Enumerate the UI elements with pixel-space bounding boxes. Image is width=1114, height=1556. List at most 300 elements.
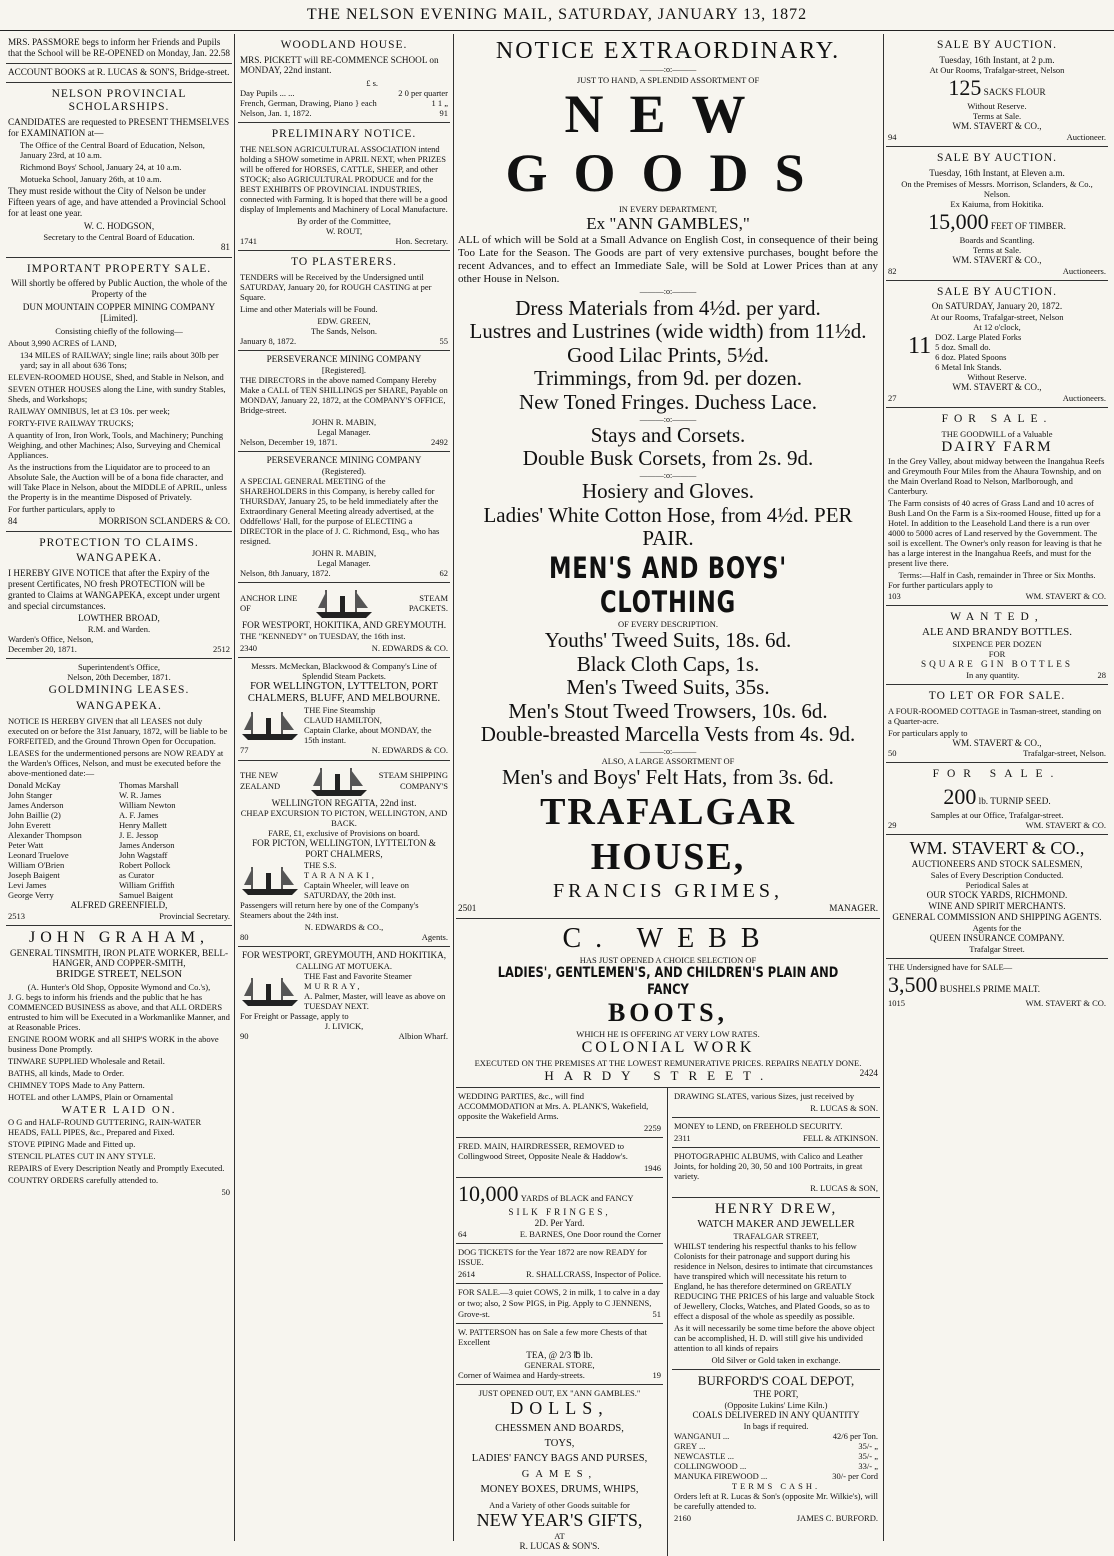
date: December 20, 1871.	[8, 644, 77, 655]
signature: JOHN R. MABIN,	[311, 416, 377, 427]
signature: W. ROUT,	[325, 226, 363, 237]
date: Nelson, December 19, 1871.	[240, 436, 338, 447]
scholarship-intro: CANDIDATES are requested to PRESENT THEMSELVES for EXAMINATION at—	[8, 116, 230, 138]
barnes-line	[458, 1181, 661, 1207]
goods-line: New Toned Fringes. Duchess Lace.	[519, 389, 817, 414]
passmore-ad	[6, 34, 232, 64]
regatta: WELLINGTON REGATTA, 22nd inst.	[271, 797, 417, 808]
graham-item: TINWARE SUPPLIED Wholesale and Retail.	[8, 1055, 165, 1066]
prelim-ad	[238, 123, 450, 251]
signature: N. EDWARDS & CO.,	[304, 922, 384, 933]
ad-number: 1015	[888, 997, 905, 1008]
every-department: IN EVERY DEPARTMENT,	[618, 203, 718, 214]
lot-item: 5 doz. Small do.	[935, 342, 991, 353]
dolls-item: GAMES,	[521, 1468, 598, 1480]
manager: MANAGER.	[829, 903, 878, 914]
signature-role: Auctioneers.	[1062, 265, 1106, 276]
without-reserve: Without Reserve.	[967, 101, 1027, 112]
nz-text2: Passengers will return here by one of the Company's Steamers about the 24th inst.	[240, 900, 419, 921]
goods-line: Good Lilac Prints, 5½d.	[567, 342, 769, 367]
lot-items	[935, 332, 1021, 372]
patterson-store: GENERAL STORE,	[524, 1360, 595, 1371]
signature: J. LIVICK,	[324, 1021, 364, 1032]
lot-big: 125	[948, 75, 982, 101]
persev-reg: [Registered].	[321, 364, 367, 375]
coal-price-row	[674, 1431, 878, 1441]
auction-date: Tuesday, 16th Instant, at Eleven a.m.	[929, 167, 1065, 178]
graham-item: O G and HALF-ROUND GUTTERING, RAIN-WATER HEADS, FALL PIPES, &c., Prepared and Fixed.	[8, 1116, 202, 1137]
let-title: TO LET OR FOR SALE.	[928, 689, 1066, 702]
lease-name: Alexander Thompson	[8, 829, 82, 840]
wedding-ad	[456, 1088, 663, 1138]
cows-text: FOR SALE.—3 quiet COWS, 2 in milk, 1 to calve in a day or two; also, 2 Sow PIGS, in Pig. Apply to C JENNENS, Grove-st.	[458, 1286, 660, 1319]
ad-number: 2311	[674, 1133, 691, 1144]
drew-street: TRAFALGAR STREET,	[733, 1231, 819, 1242]
ad-number: 64	[458, 1228, 467, 1239]
steamship-icon	[240, 708, 300, 742]
scholarship-title: NELSON PROVINCIAL SCHOLARSHIPS.	[51, 87, 187, 114]
fee-value: 2 0 per quarter	[398, 88, 448, 99]
date: Nelson, 8th January, 1872.	[240, 567, 331, 578]
sign-row	[674, 1133, 878, 1143]
drew-text2: As it will necessarily be some time before the above object can be accomplished, H. D. will still give his undivided attention to all kinds of repairs	[674, 1323, 875, 1354]
hairdresser-text: FRED. MAIN, HAIRDRESSER, REMOVED to Collingwood Street, Opposite Neale & Haddow's.	[458, 1141, 628, 1162]
webb-opened: HAS JUST OPENED A CHOICE SELECTION OF	[579, 955, 757, 966]
separator: ———:o:———	[639, 414, 697, 424]
trafalgar-house: TRAFALGAR HOUSE,	[540, 790, 796, 878]
signature-role: Auctioneers.	[1062, 393, 1106, 404]
nz-dest: FOR PICTON, WELLINGTON, LYTTELTON & PORT CHALMERS,	[252, 838, 436, 860]
sign-row	[240, 437, 448, 447]
property-company: DUN MOUNTAIN COPPER MINING COMPANY [Limited].	[22, 302, 216, 323]
lease-name: Thomas Marshall	[119, 779, 179, 790]
lease-name: Donald McKay	[8, 779, 61, 790]
property-item: FORTY-FIVE RAILWAY TRUCKS;	[8, 417, 134, 428]
sign-row	[8, 911, 230, 921]
ship-intro: THE Fast and Favorite Steamer	[304, 971, 412, 982]
coal-type: COLLINGWOOD ...	[674, 1460, 747, 1471]
wanted-sq: SQUARE GIN BOTTLES	[921, 659, 1073, 670]
stavert-agents: Agents for the	[972, 922, 1022, 933]
coal-price: 35/- „	[858, 1440, 878, 1451]
sign-row	[888, 998, 1106, 1008]
turnip-samples: Samples at our Office, Trafalgar-street.	[930, 809, 1064, 820]
dog-text: DOG TICKETS for the Year 1872 are now READY for ISSUE.	[458, 1246, 647, 1267]
property-intro: Will shortly be offered by Public Auction, the whole of the Property of the	[10, 278, 228, 300]
property-item: 134 MILES of RAILWAY; single line; rails about 30lb per yard; say in all about 636 Tons;	[20, 349, 219, 370]
ship-intro: THE Fine Steamship	[304, 705, 376, 716]
drew-ad	[672, 1198, 880, 1370]
ad-number: 50	[888, 748, 897, 759]
leases-text2: LEASES for the undermentioned persons are NOW READY at the Warden's Offices, Nelson, and must be executed before the above-mentioned date:—	[8, 747, 224, 778]
money-ad	[672, 1118, 880, 1148]
ad-number: 2259	[644, 1123, 661, 1134]
signature-role: Auctioneer.	[1066, 132, 1106, 143]
goods-line: Men's and Boys' Felt Hats, from 3s. 6d.	[502, 765, 834, 790]
auction-date: Tuesday, 16th Instant, at 2 p.m.	[939, 54, 1055, 65]
property-note: As the instructions from the Liquidator are to proceed to an Absolute Sale, the Auction will be of a bona fide character, and will Take Place in Nelson, about the MIDDLE of APRIL, unless the Property is in the meantime Disposed of Privately.	[8, 461, 227, 503]
webb-which: WHICH HE IS OFFERING AT VERY LOW RATES.	[576, 1028, 760, 1039]
fee-row	[240, 98, 448, 108]
terms: Terms at Sale.	[972, 244, 1022, 255]
leases-title: GOLDMINING LEASES.	[48, 684, 190, 697]
signature-role: Provincial Secretary.	[159, 910, 230, 921]
westport-copy	[300, 971, 448, 1011]
coal-price: 30/- per Cord	[832, 1470, 878, 1481]
coal-price-row	[674, 1461, 878, 1471]
graham-item: HOTEL and other LAMPS, Plain or Ornamental	[8, 1091, 174, 1102]
every-description: OF EVERY DESCRIPTION.	[617, 619, 719, 630]
anchor-left: ANCHOR LINE OF	[240, 592, 298, 613]
lease-name: Levi James	[8, 879, 47, 890]
coal-price-row	[674, 1441, 878, 1451]
auction-ex: Ex Kaiuma, from Hokitika.	[950, 198, 1044, 209]
signature-role: Legal Manager.	[317, 426, 371, 437]
turnip-title: FOR SALE.	[932, 768, 1062, 781]
auction-time: At 12 o'clock,	[973, 322, 1021, 333]
lot-big: 11	[908, 333, 932, 360]
ad-number: 2340	[240, 642, 257, 653]
signature: R. LUCAS & SON.	[810, 1103, 878, 1114]
ad-number: 103	[888, 590, 901, 601]
address: Corner of Waimea and Hardy-streets.	[458, 1370, 585, 1381]
lot-text: FEET OF TIMBER.	[990, 220, 1066, 231]
ship-text: Captain Wheeler, will leave on SATURDAY, the 20th inst.	[304, 880, 410, 901]
signature-role: Hon. Secretary.	[395, 236, 448, 247]
persev-title: PERSEVERANCE MINING COMPANY	[266, 353, 422, 364]
column-3-subcolumns	[456, 1088, 880, 1556]
drew-text: WHILST tendering his respectful thanks to his fellow Colonists for their patronage and support during his residence in Nelson, desires to intimate that circumstances have transpired which will necessitate his return to England, he has therefore determined on GREATLY REDUCING THE PRICES of his large and valuable Stock of Jewellery, Clocks, Watches, and Plated Goods, so as to effect a disposal of the whole as speedily as possible.	[674, 1241, 875, 1322]
webb-boots: BOOTS,	[607, 998, 729, 1028]
column-rule	[453, 34, 454, 1541]
stavert-yards: OUR STOCK YARDS, RICHMOND.	[926, 890, 1068, 901]
sign-row	[888, 393, 1106, 403]
scholarship-note: They must reside without the City of Nelson be under Fifteen years of age, and have attended a Provincial School for at least one year.	[8, 186, 226, 219]
ship-name: TARANAKI,	[304, 870, 377, 881]
claims-place: WANGAPEKA.	[76, 552, 162, 565]
lease-name: John Everett	[8, 819, 51, 830]
let-text: A FOUR-ROOMED COTTAGE in Tasman-street, standing on a Quarter-acre.	[888, 705, 1102, 726]
separator: ———:o:———	[639, 470, 697, 480]
ad-number: 55	[439, 335, 448, 346]
ad-number: 77	[240, 745, 249, 756]
ad-number: 1946	[644, 1163, 661, 1174]
ad-number: 2512	[213, 644, 230, 655]
signature: MORRISON SCLANDERS & CO.	[98, 516, 230, 527]
sign-row	[888, 591, 1106, 601]
slates-ad	[672, 1088, 880, 1118]
dolls-item: CHESSMEN AND BOARDS,	[495, 1422, 624, 1434]
westport-body	[240, 971, 448, 1011]
sign-row	[458, 1370, 661, 1380]
dairy-good: THE GOODWILL of a Valuable	[941, 428, 1053, 439]
lease-name: Leonard Truelove	[8, 849, 69, 860]
clothing-heading: MEN'S AND BOYS' CLOTHING	[548, 550, 788, 620]
ad-number: 2424	[859, 1067, 878, 1078]
leases-place: WANGAPEKA.	[76, 699, 162, 712]
coal-ad	[672, 1370, 880, 1526]
auction-lot	[888, 75, 1106, 101]
fee-row	[240, 88, 448, 98]
sign-row	[458, 1068, 878, 1083]
freight: For Freight or Passage, apply to	[240, 1011, 349, 1022]
auction-date: On SATURDAY, January 20, 1872.	[931, 301, 1063, 312]
auction-title: SALE BY AUCTION.	[936, 285, 1058, 298]
stavert-street: Trafalgar Street.	[969, 943, 1025, 954]
malt-lot	[888, 972, 1106, 998]
persev-text: A SPECIAL GENERAL MEETING of the SHAREHOLDERS in this Company, is hereby called for THURSDAY, January 25, to be held immediately after the Extraordinary General Meeting already advertised, at the Oddfellows' Hall, for the purpose of ELECTING a DIRECTOR in the place of J. C. Richmond, Esq., who has resigned.	[240, 475, 440, 546]
ad-number: 50	[221, 1186, 230, 1197]
nz-copy	[300, 860, 448, 900]
wanted-any: In any quantity.	[966, 669, 1020, 680]
lot-item: 6 doz. Plated Spoons	[935, 352, 1007, 363]
sign-row	[458, 1269, 661, 1279]
persev-reg: (Registered).	[321, 465, 367, 476]
lease-name: A. F. James	[119, 809, 159, 820]
woodland-title: WOODLAND HOUSE.	[280, 39, 408, 51]
to-let-ad	[886, 685, 1108, 763]
stavert-queen: QUEEN INSURANCE COMPANY.	[929, 932, 1065, 943]
nz-left: THE NEW ZEALAND	[240, 770, 281, 791]
graham-trades: GENERAL TINSMITH, IRON PLATE WORKER, BELL-HANGER, AND COPPER-SMITH,	[9, 947, 229, 969]
sign-row	[240, 643, 448, 653]
ad-number: 81	[220, 241, 230, 252]
signature: R. LUCAS & SON'S.	[519, 1540, 600, 1551]
dolls-item: LADIES' FANCY BAGS AND PURSES,	[471, 1453, 648, 1465]
lease-name: James Anderson	[119, 839, 175, 850]
coal-opp: (Opposite Lukins' Lime Kiln.)	[724, 1399, 828, 1410]
signature-role: Secretary to the Central Board of Education.	[43, 231, 195, 242]
new-goods: NEW GOODS	[505, 83, 831, 204]
sign-row	[8, 516, 230, 527]
westport-dest: FOR WESTPORT, GREYMOUTH, AND HOKITIKA,	[241, 950, 447, 961]
sign-row	[240, 236, 448, 246]
address: The Sands, Nelson.	[310, 325, 378, 336]
sign-row	[8, 644, 230, 654]
barnes-silk: SILK FRINGES,	[508, 1207, 611, 1218]
malt-ad	[886, 959, 1108, 1012]
nz-header	[240, 764, 448, 798]
subcolumn-right	[668, 1088, 880, 1556]
nz-shipping-ad	[238, 761, 450, 948]
office: Superintendent's Office,	[77, 662, 161, 673]
column-4	[886, 34, 1108, 1541]
stavert-sales: Sales of Every Description Conducted.	[930, 870, 1064, 881]
ship-name: MURRAY,	[304, 981, 363, 992]
turnip-ad	[886, 763, 1108, 835]
lease-name: W. R. James	[119, 789, 162, 800]
property-sale-ad	[6, 258, 232, 532]
goods-line: Men's Tweed Suits, 35s.	[566, 675, 770, 700]
malt-text: THE Undersigned have for SALE—	[888, 961, 1013, 972]
ad-number: 94	[888, 132, 897, 143]
signature: FELL & ATKINSON.	[802, 1133, 878, 1144]
lot-item: DOZ. Large Plated Forks	[935, 332, 1022, 343]
dolls-item: TOYS,	[544, 1438, 575, 1450]
slates-text: DRAWING SLATES, various Sizes, just received by	[674, 1091, 855, 1102]
signature: JOHN R. MABIN,	[311, 547, 377, 558]
sign-row	[240, 108, 448, 118]
coal-type: MANUKA FIREWOOD ...	[674, 1470, 768, 1481]
coal-bags: In bags if required.	[743, 1420, 809, 1431]
lot-big: 15,000	[928, 208, 989, 234]
coal-price-row	[674, 1451, 878, 1461]
goods-line: Double-breasted Marcella Vests from 4s. 9d.	[480, 722, 856, 747]
patterson-ad	[456, 1324, 663, 1385]
scholarship-line: Motueka School, January 26th, at 10 a.m.	[20, 174, 162, 185]
dolls-ad	[456, 1385, 663, 1555]
prelim-title: PRELIMINARY NOTICE.	[271, 128, 417, 141]
subcolumn-left	[456, 1088, 668, 1556]
property-item: SEVEN OTHER HOUSES along the Line, with sundry Stables, Sheds, and Workshops;	[8, 383, 226, 404]
dairy-terms: Terms:—Half in Cash, remainder in Three or Six Months.	[898, 570, 1096, 581]
sign-row	[458, 1229, 661, 1239]
lease-name: Samuel Baigent	[119, 889, 174, 900]
lease-name: John Stanger	[8, 789, 53, 800]
auction-timber-ad	[886, 147, 1108, 280]
ad-number: 2160	[674, 1512, 691, 1523]
steamship-icon	[240, 863, 300, 897]
sign-row	[458, 903, 878, 914]
dolls-head: JUST OPENED OUT, EX "ANN GAMBLES."	[478, 1388, 641, 1399]
ad-number: 82	[888, 265, 897, 276]
coal-orders: Orders left at R. Lucas & Son's (opposite Mr. Wilkie's), will be carefully attended to.	[674, 1490, 878, 1511]
stavert-periodical: Periodical Sales at	[965, 880, 1029, 891]
signature: WM. STAVERT & CO.	[1025, 997, 1106, 1008]
webb-name: C. WEBB	[562, 923, 774, 955]
names-left	[8, 780, 119, 900]
order: By order of the Committee,	[297, 216, 391, 227]
trafalgar-house-ad	[456, 34, 880, 919]
dog-tickets-ad	[456, 1244, 663, 1284]
patterson-text: W. PATTERSON has on Sale a few more Chests of that Excellent	[458, 1327, 647, 1348]
signature: WM. STAVERT & CO.,	[952, 737, 1042, 748]
lot-text: SACKS FLOUR	[983, 87, 1046, 98]
auction-lot	[888, 332, 1106, 372]
nz-right: STEAM SHIPPING COMPANY'S	[378, 770, 448, 791]
signature-role: Agents.	[421, 932, 448, 943]
coal-deliv: COALS DELIVERED IN ANY QUANTITY	[692, 1409, 860, 1420]
signature: WM. STAVERT & CO.	[1025, 590, 1106, 601]
sign-row	[240, 745, 448, 755]
goods-line: Trimmings, from 9d. per dozen.	[533, 366, 803, 391]
signature: N. EDWARDS & CO.	[371, 642, 448, 653]
auction-flour-ad	[886, 34, 1108, 147]
ad-number: 19	[652, 1370, 661, 1381]
signature: R. LUCAS & SON,	[810, 1183, 878, 1194]
stavert-role: AUCTIONEERS AND STOCK SALESMEN,	[911, 859, 1083, 870]
mcmeckan-copy	[300, 705, 448, 745]
turnip-lot	[888, 784, 1106, 810]
anchor-text: THE "KENNEDY" on TUESDAY, the 16th inst.	[240, 630, 406, 641]
property-item: RAILWAY OMNIBUS, let at £3 10s. per week;	[8, 405, 170, 416]
lease-name: William Newton	[119, 799, 176, 810]
lease-name: as Curator	[119, 869, 155, 880]
wanted-ale: ALE AND BRANDY BOTTLES.	[922, 626, 1072, 639]
patterson-tea: TEA, @ 2/3 ℔ lb.	[526, 1349, 593, 1360]
barnes-text: YARDS of BLACK and FANCY	[520, 1193, 634, 1204]
wanted-ad	[886, 606, 1108, 685]
ad-number: 2501	[458, 903, 477, 914]
sign-row	[888, 748, 1106, 758]
coal-type: WANGANUI ...	[674, 1430, 730, 1441]
sign-row	[888, 670, 1106, 680]
just-to-hand: JUST TO HAND, A SPLENDID ASSORTMENT OF	[576, 74, 760, 85]
signature: JAMES C. BURFORD.	[796, 1512, 878, 1523]
wanted-six: SIXPENCE PER DOZEN	[952, 639, 1042, 650]
graham-old: (A. Hunter's Old Shop, Opposite Wymond and Co.'s),	[27, 981, 211, 992]
woodland-ad	[238, 34, 450, 123]
coal-price: 42/6 per Ton.	[832, 1430, 878, 1441]
sign-row	[240, 932, 448, 942]
albums-ad	[672, 1148, 880, 1198]
ad-number: 84	[8, 516, 18, 527]
dairy-farm: DAIRY FARM	[941, 438, 1053, 455]
money-text: MONEY to LEND, on FREEHOLD SECURITY.	[674, 1121, 843, 1132]
separator: ———:o:———	[639, 287, 697, 297]
column-3	[456, 34, 880, 1551]
albums-text: PHOTOGRAPHIC ALBUMS, with Calico and Leather Joints, for holding 20, 30, 50 and 100 Portraits, in great variety.	[674, 1151, 863, 1182]
dairy-further: For further particulars apply to	[888, 580, 993, 591]
goods-line: Hosiery and Gloves.	[581, 479, 755, 504]
graham-text: J. G. begs to inform his friends and the public that he has COMMENCED BUSINESS as above, and that ALL ORDERS entrusted to him will be Executed in a Workmanlike Manner, and at Reasonable Prices.	[8, 991, 230, 1032]
property-consist: Consisting chiefly of the following—	[55, 325, 183, 336]
ad-number: 29	[888, 819, 897, 830]
dairy-text2: The Farm consists of 40 acres of Grass Land and 10 acres of Bush Land On the Farm is a Six-roomed House, fitted up for a Hotel. In addition to the Leasehold Land there is a run over 4000 to 5000 acres of Land reserved by the Government. The soil is excellent. The Owner's only reason for leaving is that he has a large interest in the Inangahua Reefs, and must for the present live there.	[888, 498, 1102, 569]
property-item: About 3,990 ACRES of LAND,	[8, 337, 117, 348]
ad-number: 51	[652, 1308, 661, 1319]
drew-name: HENRY DREW,	[714, 1201, 838, 1218]
graham-ad	[6, 926, 232, 1201]
goods-paragraph: ALL of which will be Sold at a Small Advance on English Cost, in consequence of their being Too Late for the Season. The Goods are part of very extensive purchases, bought before the recent Advances, and to effect an Immediate Sale, will be Sold at Lower Prices than at any other House in Nelson.	[458, 233, 878, 285]
coal-price: 33/- „	[858, 1460, 878, 1471]
without-reserve: Without Reserve.	[967, 372, 1027, 383]
names-grid	[8, 780, 230, 900]
date: January 8, 1872.	[240, 335, 297, 346]
graham-item: COUNTRY ORDERS carefully attended to.	[8, 1174, 159, 1185]
wanted-for: FOR	[988, 649, 1006, 660]
prelim-text: THE NELSON AGRICULTURAL ASSOCIATION intend holding a SHOW sometime in APRIL NEXT, when PRIZES will be offered for HORSES, CATTLE, SHEEP, and other STOCK; also AGRICULTURAL PRODUCE and for the BEST EXHIBITS OF PROVINCIAL INDUSTRIES, connected with Farming. It is hoped that there will be a good display of Implements and Machinery of Local Manufacture.	[240, 143, 448, 214]
office: Warden's Office, Nelson,	[8, 634, 94, 645]
ad-number: 91	[439, 108, 448, 119]
anchor-line-ad	[238, 583, 450, 658]
drew-text3: Old Silver or Gold taken in exchange.	[711, 1355, 841, 1366]
westport-ad	[238, 947, 450, 1045]
stavert-general: GENERAL COMMISSION AND SHIPPING AGENTS.	[892, 911, 1102, 922]
lucas-ad: ACCOUNT BOOKS at R. LUCAS & SON'S, Bridge-street.	[6, 64, 232, 83]
ad-number: 2513	[8, 910, 25, 921]
notice-title: NOTICE EXTRAORDINARY.	[495, 38, 841, 64]
ad-number: 1741	[240, 236, 257, 247]
ad-number: 27	[888, 393, 897, 404]
let-further: For particulars apply to	[888, 727, 968, 738]
coal-price-row	[674, 1471, 878, 1481]
dairy-farm-ad	[886, 408, 1108, 605]
property-item: ELEVEN-ROOMED HOUSE, Shed, and Stable in Nelson, and	[8, 371, 224, 382]
goods-line: Stays and Corsets.	[590, 422, 746, 447]
stavert-wine: WINE AND SPIRIT MERCHANTS.	[928, 900, 1066, 911]
auction-plate-ad	[886, 281, 1108, 408]
ship-text: A. Palmer, Master, will leave as above on TUESDAY NEXT.	[304, 991, 446, 1012]
leases-ad	[6, 659, 232, 925]
goods-line: Ladies' White Cotton Hose, from 4½d. PER PAIR.	[483, 502, 853, 551]
lease-name: Henry Mallett	[119, 819, 167, 830]
barnes-price: 2D. Per Yard.	[534, 1217, 585, 1228]
dolls-item: MONEY BOXES, DRUMS, WHIPS,	[480, 1484, 639, 1496]
leases-text: NOTICE IS HEREBY GIVEN that all LEASES not duly executed on or before the 31st January, 1872, will be liable to be FORFEITED, and the Ground Thrown Open for Occupation.	[8, 715, 228, 746]
anchor-right: STEAM PACKETS.	[408, 592, 448, 613]
stavert-ad	[886, 835, 1108, 959]
